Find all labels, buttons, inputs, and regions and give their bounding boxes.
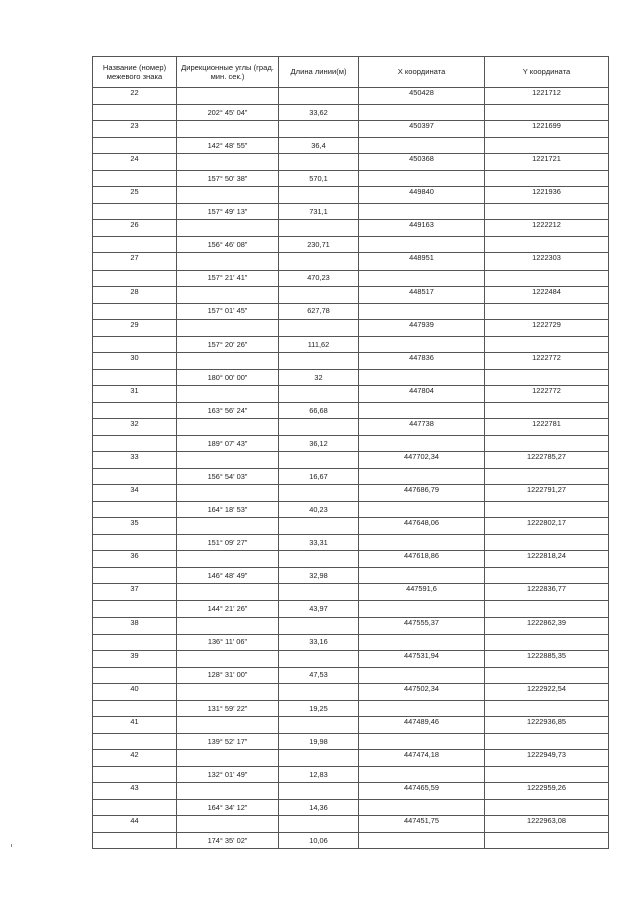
empty-cell [485,171,609,187]
line-length-cell: 40,23 [279,502,359,518]
empty-cell [93,138,177,154]
y-coordinate-cell: 1222781 [485,418,609,435]
point-name-cell: 40 [93,683,177,700]
table-row [93,352,609,369]
empty-cell [279,617,359,634]
table-row [93,105,609,121]
y-coordinate-cell: 1222949,73 [485,749,609,766]
line-length-cell: 470,23 [279,270,359,286]
x-coordinate-cell: 447465,59 [359,782,485,799]
direction-angle-cell: 131° 59' 22" [177,700,279,716]
empty-cell [359,766,485,782]
y-coordinate-cell: 1221712 [485,88,609,105]
direction-angle-cell: 146° 48' 49" [177,568,279,584]
y-coordinate-cell: 1222772 [485,385,609,402]
header-direction-angle: Дирекционные углы (град. мин. сек.) [177,57,279,88]
empty-cell [485,402,609,418]
point-name-cell: 44 [93,816,177,833]
direction-angle-cell: 164° 34' 12" [177,800,279,816]
direction-angle-cell: 142° 48' 55" [177,138,279,154]
table-row [93,816,609,833]
margin-mark [11,844,12,847]
direction-angle-cell: 163° 56' 24" [177,402,279,418]
line-length-cell: 47,53 [279,667,359,683]
table-row [93,749,609,766]
direction-angle-cell: 136° 11' 06" [177,634,279,650]
empty-cell [485,733,609,749]
empty-cell [177,352,279,369]
empty-cell [279,782,359,799]
table-row [93,336,609,352]
table-row [93,121,609,138]
line-length-cell: 16,67 [279,469,359,485]
direction-angle-cell: 174° 35' 02" [177,833,279,849]
empty-cell [485,270,609,286]
line-length-cell: 10,06 [279,833,359,849]
empty-cell [279,187,359,204]
line-length-cell: 33,31 [279,535,359,551]
table-row [93,800,609,816]
empty-cell [359,138,485,154]
header-x-coordinate: X координата [359,57,485,88]
point-name-cell: 31 [93,385,177,402]
empty-cell [279,352,359,369]
empty-cell [485,833,609,849]
table-row [93,452,609,469]
empty-cell [279,154,359,171]
x-coordinate-cell: 447555,37 [359,617,485,634]
table-row [93,171,609,187]
x-coordinate-cell: 450368 [359,154,485,171]
point-name-cell: 39 [93,650,177,667]
point-name-cell: 42 [93,749,177,766]
table-row [93,485,609,502]
empty-cell [177,385,279,402]
header-point-name: Название (номер) межевого знака [93,57,177,88]
empty-cell [93,336,177,352]
empty-cell [177,584,279,601]
point-name-cell: 25 [93,187,177,204]
direction-angle-cell: 156° 54' 03" [177,469,279,485]
point-name-cell: 24 [93,154,177,171]
point-name-cell: 29 [93,319,177,336]
empty-cell [359,700,485,716]
y-coordinate-cell: 1221936 [485,187,609,204]
y-coordinate-cell: 1222936,85 [485,716,609,733]
x-coordinate-cell: 449163 [359,220,485,237]
empty-cell [93,634,177,650]
empty-cell [359,237,485,253]
point-name-cell: 41 [93,716,177,733]
y-coordinate-cell: 1222785,27 [485,452,609,469]
empty-cell [359,402,485,418]
header-y-coordinate: Y координата [485,57,609,88]
direction-angle-cell: 157° 50' 38" [177,171,279,187]
direction-angle-cell: 156° 46' 08" [177,237,279,253]
table-row [93,667,609,683]
empty-cell [279,716,359,733]
table-row [93,253,609,270]
point-name-cell: 35 [93,518,177,535]
empty-cell [177,154,279,171]
y-coordinate-cell: 1221699 [485,121,609,138]
table-row [93,733,609,749]
empty-cell [279,485,359,502]
direction-angle-cell: 132° 01' 49" [177,766,279,782]
point-name-cell: 33 [93,452,177,469]
table-row [93,319,609,336]
y-coordinate-cell: 1222862,39 [485,617,609,634]
empty-cell [177,749,279,766]
table-row [93,502,609,518]
x-coordinate-cell: 447702,34 [359,452,485,469]
table-row [93,683,609,700]
empty-cell [177,551,279,568]
empty-cell [485,105,609,121]
direction-angle-cell: 202° 45' 04" [177,105,279,121]
table-row [93,833,609,849]
x-coordinate-cell: 447474,18 [359,749,485,766]
empty-cell [359,469,485,485]
empty-cell [177,485,279,502]
empty-cell [93,502,177,518]
empty-cell [93,535,177,551]
empty-cell [177,650,279,667]
table-row [93,204,609,220]
direction-angle-cell: 157° 20' 26" [177,336,279,352]
line-length-cell: 19,25 [279,700,359,716]
point-name-cell: 23 [93,121,177,138]
direction-angle-cell: 157° 49' 13" [177,204,279,220]
empty-cell [485,303,609,319]
empty-cell [177,716,279,733]
table-row [93,435,609,451]
line-length-cell: 570,1 [279,171,359,187]
x-coordinate-cell: 450397 [359,121,485,138]
y-coordinate-cell: 1222963,08 [485,816,609,833]
table-header [93,57,609,88]
direction-angle-cell: 139° 52' 17" [177,733,279,749]
empty-cell [485,766,609,782]
x-coordinate-cell: 447489,46 [359,716,485,733]
point-name-cell: 30 [93,352,177,369]
x-coordinate-cell: 447618,86 [359,551,485,568]
table-row [93,601,609,617]
empty-cell [279,88,359,105]
table-row [93,535,609,551]
direction-angle-cell: 164° 18' 53" [177,502,279,518]
empty-cell [177,683,279,700]
direction-angle-cell: 151° 09' 27" [177,535,279,551]
empty-cell [359,204,485,220]
x-coordinate-cell: 447804 [359,385,485,402]
x-coordinate-cell: 448517 [359,286,485,303]
header-row [93,57,609,88]
empty-cell [93,237,177,253]
direction-angle-cell: 157° 21' 41" [177,270,279,286]
empty-cell [93,601,177,617]
empty-cell [359,833,485,849]
empty-cell [93,303,177,319]
empty-cell [93,833,177,849]
line-length-cell: 32 [279,369,359,385]
empty-cell [93,568,177,584]
empty-cell [93,700,177,716]
table-row [93,634,609,650]
table-row [93,782,609,799]
table-row [93,518,609,535]
line-length-cell: 33,62 [279,105,359,121]
empty-cell [359,435,485,451]
direction-angle-cell: 180° 00' 00" [177,369,279,385]
empty-cell [279,220,359,237]
direction-angle-cell: 144° 21' 26" [177,601,279,617]
y-coordinate-cell: 1222772 [485,352,609,369]
empty-cell [279,452,359,469]
empty-cell [93,766,177,782]
empty-cell [279,253,359,270]
empty-cell [279,418,359,435]
point-name-cell: 43 [93,782,177,799]
y-coordinate-cell: 1222922,54 [485,683,609,700]
empty-cell [359,667,485,683]
empty-cell [279,584,359,601]
table-row [93,88,609,105]
empty-cell [359,502,485,518]
point-name-cell: 38 [93,617,177,634]
empty-cell [177,88,279,105]
empty-cell [177,782,279,799]
x-coordinate-cell: 447451,75 [359,816,485,833]
empty-cell [177,617,279,634]
point-name-cell: 34 [93,485,177,502]
table-row [93,551,609,568]
empty-cell [93,469,177,485]
x-coordinate-cell: 447836 [359,352,485,369]
line-length-cell: 627,78 [279,303,359,319]
empty-cell [359,270,485,286]
point-name-cell: 37 [93,584,177,601]
empty-cell [279,749,359,766]
y-coordinate-cell: 1222729 [485,319,609,336]
point-name-cell: 26 [93,220,177,237]
table-body [93,88,609,849]
y-coordinate-cell: 1222885,35 [485,650,609,667]
table-row [93,270,609,286]
table-row [93,369,609,385]
point-name-cell: 36 [93,551,177,568]
table-row [93,385,609,402]
empty-cell [485,535,609,551]
empty-cell [359,568,485,584]
empty-cell [485,138,609,154]
point-name-cell: 32 [93,418,177,435]
empty-cell [177,286,279,303]
x-coordinate-cell: 447939 [359,319,485,336]
empty-cell [485,800,609,816]
x-coordinate-cell: 447502,34 [359,683,485,700]
line-length-cell: 43,97 [279,601,359,617]
boundary-coordinates-table [92,56,609,849]
empty-cell [177,187,279,204]
table-row [93,584,609,601]
empty-cell [177,816,279,833]
table-row [93,617,609,634]
table-row [93,469,609,485]
line-length-cell: 111,62 [279,336,359,352]
empty-cell [359,800,485,816]
empty-cell [279,319,359,336]
empty-cell [93,270,177,286]
empty-cell [279,121,359,138]
empty-cell [279,650,359,667]
empty-cell [359,336,485,352]
empty-cell [93,435,177,451]
x-coordinate-cell: 448951 [359,253,485,270]
empty-cell [359,634,485,650]
y-coordinate-cell: 1222802,17 [485,518,609,535]
point-name-cell: 22 [93,88,177,105]
direction-angle-cell: 189° 07' 43" [177,435,279,451]
table-row [93,286,609,303]
line-length-cell: 32,98 [279,568,359,584]
empty-cell [177,452,279,469]
table-row [93,187,609,204]
empty-cell [359,303,485,319]
y-coordinate-cell: 1222959,26 [485,782,609,799]
empty-cell [485,568,609,584]
table-row [93,402,609,418]
line-length-cell: 14,36 [279,800,359,816]
empty-cell [177,418,279,435]
empty-cell [93,171,177,187]
y-coordinate-cell: 1222791,27 [485,485,609,502]
line-length-cell: 230,71 [279,237,359,253]
table-row [93,138,609,154]
empty-cell [485,700,609,716]
point-name-cell: 27 [93,253,177,270]
x-coordinate-cell: 450428 [359,88,485,105]
empty-cell [93,800,177,816]
x-coordinate-cell: 447591,6 [359,584,485,601]
empty-cell [279,816,359,833]
y-coordinate-cell: 1221721 [485,154,609,171]
empty-cell [93,733,177,749]
line-length-cell: 33,16 [279,634,359,650]
empty-cell [177,319,279,336]
empty-cell [485,336,609,352]
line-length-cell: 36,12 [279,435,359,451]
empty-cell [279,385,359,402]
empty-cell [485,237,609,253]
empty-cell [93,667,177,683]
line-length-cell: 36,4 [279,138,359,154]
table-row [93,700,609,716]
y-coordinate-cell: 1222212 [485,220,609,237]
empty-cell [279,683,359,700]
empty-cell [485,502,609,518]
empty-cell [485,204,609,220]
empty-cell [485,634,609,650]
x-coordinate-cell: 447738 [359,418,485,435]
line-length-cell: 66,68 [279,402,359,418]
empty-cell [359,601,485,617]
x-coordinate-cell: 447686,79 [359,485,485,502]
table-row [93,716,609,733]
y-coordinate-cell: 1222484 [485,286,609,303]
empty-cell [279,551,359,568]
empty-cell [359,171,485,187]
table-row [93,220,609,237]
x-coordinate-cell: 447648,06 [359,518,485,535]
empty-cell [359,105,485,121]
table-row [93,418,609,435]
empty-cell [359,369,485,385]
empty-cell [177,518,279,535]
header-line-length: Длина линии(м) [279,57,359,88]
line-length-cell: 12,83 [279,766,359,782]
table-row [93,237,609,253]
empty-cell [485,435,609,451]
empty-cell [177,121,279,138]
y-coordinate-cell: 1222303 [485,253,609,270]
empty-cell [93,369,177,385]
line-length-cell: 731,1 [279,204,359,220]
empty-cell [177,253,279,270]
empty-cell [177,220,279,237]
empty-cell [279,518,359,535]
empty-cell [485,667,609,683]
x-coordinate-cell: 447531,94 [359,650,485,667]
table-row [93,766,609,782]
empty-cell [359,733,485,749]
point-name-cell: 28 [93,286,177,303]
empty-cell [279,286,359,303]
empty-cell [93,105,177,121]
y-coordinate-cell: 1222836,77 [485,584,609,601]
table-row [93,568,609,584]
empty-cell [485,369,609,385]
empty-cell [359,535,485,551]
y-coordinate-cell: 1222818,24 [485,551,609,568]
line-length-cell: 19,98 [279,733,359,749]
direction-angle-cell: 128° 31' 00" [177,667,279,683]
empty-cell [485,601,609,617]
table-row [93,303,609,319]
empty-cell [93,204,177,220]
x-coordinate-cell: 449840 [359,187,485,204]
empty-cell [485,469,609,485]
direction-angle-cell: 157° 01' 45" [177,303,279,319]
table-row [93,650,609,667]
table-row [93,154,609,171]
empty-cell [93,402,177,418]
